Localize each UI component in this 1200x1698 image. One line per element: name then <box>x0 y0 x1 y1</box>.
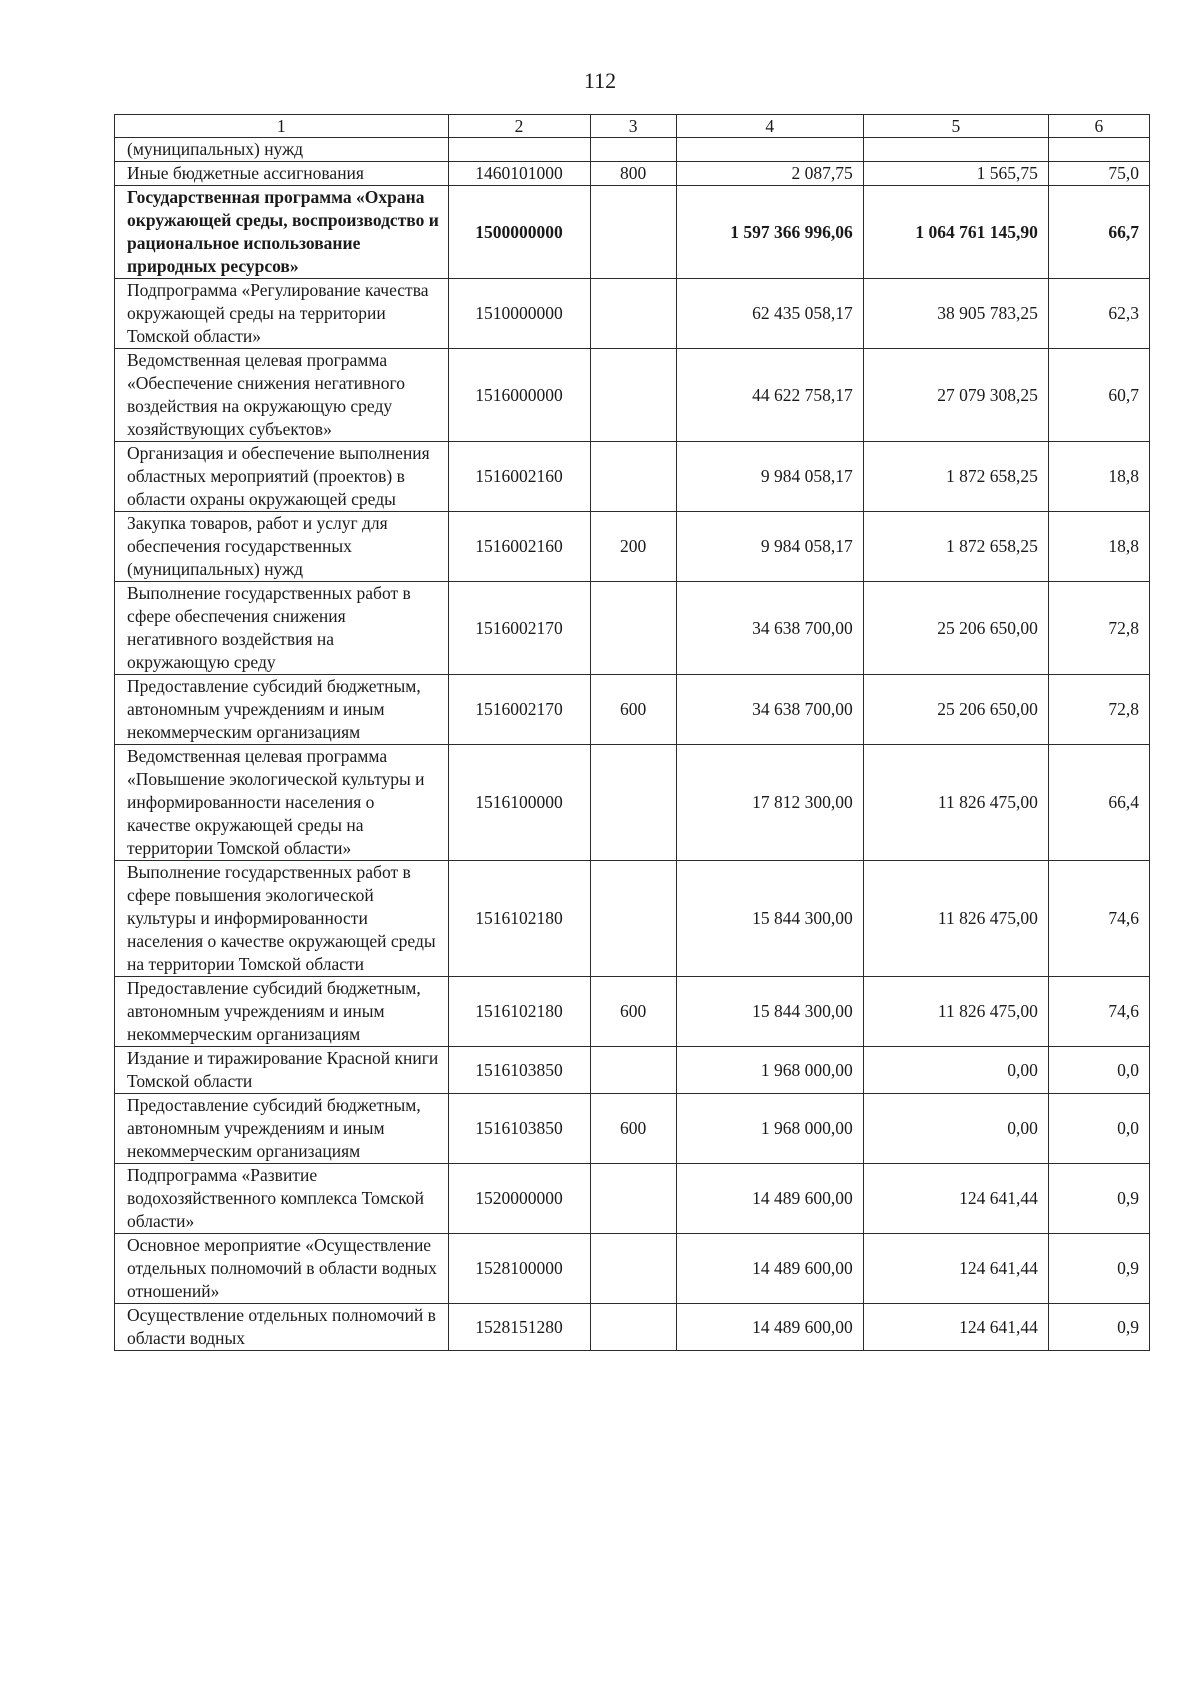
expense-type-cell: 200 <box>590 512 676 582</box>
executed-amount-cell: 11 826 475,00 <box>863 745 1048 861</box>
expense-type-cell: 800 <box>590 162 676 186</box>
plan-amount-cell: 44 622 758,17 <box>676 349 863 442</box>
row-name-cell: Выполнение государственных работ в сфере обеспечения снижения негативного воздействия на окружающую среду <box>115 582 449 675</box>
execution-percent-cell: 74,6 <box>1048 861 1149 977</box>
execution-percent-cell: 0,0 <box>1048 1047 1149 1094</box>
execution-percent-cell: 72,8 <box>1048 675 1149 745</box>
row-name-cell: Ведомственная целевая программа «Обеспечение снижения негативного воздействия на окружающую среду хозяйствующих субъектов» <box>115 349 449 442</box>
expense-type-cell <box>590 349 676 442</box>
expense-type-cell <box>590 186 676 279</box>
execution-percent-cell: 74,6 <box>1048 977 1149 1047</box>
table-row <box>115 1304 1150 1351</box>
execution-percent-cell: 18,8 <box>1048 512 1149 582</box>
table-row <box>115 1047 1150 1094</box>
expense-type-cell: 600 <box>590 675 676 745</box>
execution-percent-cell: 0,9 <box>1048 1234 1149 1304</box>
table-row <box>115 349 1150 442</box>
row-name-cell: Государственная программа «Охрана окружающей среды, воспроизводство и рациональное использование природных ресурсов» <box>115 186 449 279</box>
target-code-cell: 1516103850 <box>448 1047 590 1094</box>
execution-percent-cell: 66,4 <box>1048 745 1149 861</box>
target-code-cell: 1460101000 <box>448 162 590 186</box>
row-name-cell: Предоставление субсидий бюджетным, автономным учреждениям и иным некоммерческим организациям <box>115 675 449 745</box>
column-header: 1 <box>115 115 449 138</box>
executed-amount-cell: 25 206 650,00 <box>863 675 1048 745</box>
column-header: 5 <box>863 115 1048 138</box>
executed-amount-cell: 1 872 658,25 <box>863 512 1048 582</box>
row-name-cell: (муниципальных) нужд <box>115 138 449 162</box>
table-row <box>115 675 1150 745</box>
table-row <box>115 745 1150 861</box>
expense-type-cell <box>590 1164 676 1234</box>
expense-type-cell <box>590 279 676 349</box>
column-header: 4 <box>676 115 863 138</box>
table-row <box>115 861 1150 977</box>
table-row <box>115 186 1150 279</box>
execution-percent-cell: 75,0 <box>1048 162 1149 186</box>
execution-percent-cell: 0,0 <box>1048 1094 1149 1164</box>
target-code-cell: 1516103850 <box>448 1094 590 1164</box>
table-row <box>115 1234 1150 1304</box>
table-row <box>115 512 1150 582</box>
expense-type-cell <box>590 582 676 675</box>
column-header: 2 <box>448 115 590 138</box>
row-name-cell: Осуществление отдельных полномочий в области водных <box>115 1304 449 1351</box>
plan-amount-cell: 1 968 000,00 <box>676 1094 863 1164</box>
execution-percent-cell: 0,9 <box>1048 1164 1149 1234</box>
page-number: 112 <box>583 68 617 93</box>
executed-amount-cell: 1 565,75 <box>863 162 1048 186</box>
plan-amount-cell: 62 435 058,17 <box>676 279 863 349</box>
execution-percent-cell: 60,7 <box>1048 349 1149 442</box>
executed-amount-cell: 124 641,44 <box>863 1304 1048 1351</box>
table-row <box>115 162 1150 186</box>
executed-amount-cell: 124 641,44 <box>863 1164 1048 1234</box>
execution-percent-cell: 66,7 <box>1048 186 1149 279</box>
table-row <box>115 442 1150 512</box>
table-row <box>115 138 1150 162</box>
table-row <box>115 582 1150 675</box>
expense-type-cell <box>590 138 676 162</box>
executed-amount-cell: 1 872 658,25 <box>863 442 1048 512</box>
row-name-cell: Иные бюджетные ассигнования <box>115 162 449 186</box>
plan-amount-cell: 1 597 366 996,06 <box>676 186 863 279</box>
target-code-cell: 1500000000 <box>448 186 590 279</box>
target-code-cell: 1516002160 <box>448 512 590 582</box>
target-code-cell: 1516100000 <box>448 745 590 861</box>
column-header: 3 <box>590 115 676 138</box>
expense-type-cell <box>590 1047 676 1094</box>
executed-amount-cell: 0,00 <box>863 1047 1048 1094</box>
executed-amount-cell: 11 826 475,00 <box>863 861 1048 977</box>
executed-amount-cell: 124 641,44 <box>863 1234 1048 1304</box>
target-code-cell: 1516002170 <box>448 675 590 745</box>
target-code-cell: 1516102180 <box>448 977 590 1047</box>
plan-amount-cell: 34 638 700,00 <box>676 582 863 675</box>
row-name-cell: Ведомственная целевая программа «Повышение экологической культуры и информированности населения о качестве окружающей среды на территории Томской области» <box>115 745 449 861</box>
executed-amount-cell: 27 079 308,25 <box>863 349 1048 442</box>
target-code-cell: 1520000000 <box>448 1164 590 1234</box>
row-name-cell: Выполнение государственных работ в сфере повышения экологической культуры и информированности населения о качестве окружающей среды на территории Томской области <box>115 861 449 977</box>
plan-amount-cell: 14 489 600,00 <box>676 1304 863 1351</box>
plan-amount-cell: 17 812 300,00 <box>676 745 863 861</box>
executed-amount-cell: 1 064 761 145,90 <box>863 186 1048 279</box>
plan-amount-cell: 15 844 300,00 <box>676 861 863 977</box>
expense-type-cell <box>590 1304 676 1351</box>
target-code-cell: 1510000000 <box>448 279 590 349</box>
expense-type-cell <box>590 1234 676 1304</box>
target-code-cell: 1516000000 <box>448 349 590 442</box>
expense-type-cell: 600 <box>590 977 676 1047</box>
plan-amount-cell: 14 489 600,00 <box>676 1234 863 1304</box>
row-name-cell: Подпрограмма «Развитие водохозяйственного комплекса Томской области» <box>115 1164 449 1234</box>
target-code-cell: 1528151280 <box>448 1304 590 1351</box>
executed-amount-cell: 0,00 <box>863 1094 1048 1164</box>
row-name-cell: Предоставление субсидий бюджетным, автономным учреждениям и иным некоммерческим организациям <box>115 977 449 1047</box>
expense-type-cell <box>590 861 676 977</box>
executed-amount-cell <box>863 138 1048 162</box>
row-name-cell: Основное мероприятие «Осуществление отдельных полномочий в области водных отношений» <box>115 1234 449 1304</box>
plan-amount-cell: 1 968 000,00 <box>676 1047 863 1094</box>
target-code-cell <box>448 138 590 162</box>
table-row <box>115 1164 1150 1234</box>
plan-amount-cell: 14 489 600,00 <box>676 1164 863 1234</box>
column-number-row <box>115 115 1150 138</box>
plan-amount-cell: 9 984 058,17 <box>676 442 863 512</box>
executed-amount-cell: 25 206 650,00 <box>863 582 1048 675</box>
expense-type-cell: 600 <box>590 1094 676 1164</box>
executed-amount-cell: 38 905 783,25 <box>863 279 1048 349</box>
row-name-cell: Предоставление субсидий бюджетным, автономным учреждениям и иным некоммерческим организациям <box>115 1094 449 1164</box>
expense-type-cell <box>590 745 676 861</box>
table-row <box>115 1094 1150 1164</box>
execution-percent-cell: 72,8 <box>1048 582 1149 675</box>
execution-percent-cell: 0,9 <box>1048 1304 1149 1351</box>
plan-amount-cell: 15 844 300,00 <box>676 977 863 1047</box>
budget-table <box>114 114 1150 1351</box>
execution-percent-cell: 62,3 <box>1048 279 1149 349</box>
table-row <box>115 977 1150 1047</box>
row-name-cell: Закупка товаров, работ и услуг для обеспечения государственных (муниципальных) нужд <box>115 512 449 582</box>
row-name-cell: Организация и обеспечение выполнения областных мероприятий (проектов) в области охраны окружающей среды <box>115 442 449 512</box>
column-header: 6 <box>1048 115 1149 138</box>
execution-percent-cell: 18,8 <box>1048 442 1149 512</box>
expense-type-cell <box>590 442 676 512</box>
plan-amount-cell: 34 638 700,00 <box>676 675 863 745</box>
plan-amount-cell: 2 087,75 <box>676 162 863 186</box>
row-name-cell: Издание и тиражирование Красной книги Томской области <box>115 1047 449 1094</box>
execution-percent-cell <box>1048 138 1149 162</box>
target-code-cell: 1528100000 <box>448 1234 590 1304</box>
target-code-cell: 1516002170 <box>448 582 590 675</box>
target-code-cell: 1516002160 <box>448 442 590 512</box>
plan-amount-cell <box>676 138 863 162</box>
executed-amount-cell: 11 826 475,00 <box>863 977 1048 1047</box>
plan-amount-cell: 9 984 058,17 <box>676 512 863 582</box>
target-code-cell: 1516102180 <box>448 861 590 977</box>
table-row <box>115 279 1150 349</box>
row-name-cell: Подпрограмма «Регулирование качества окружающей среды на территории Томской области» <box>115 279 449 349</box>
